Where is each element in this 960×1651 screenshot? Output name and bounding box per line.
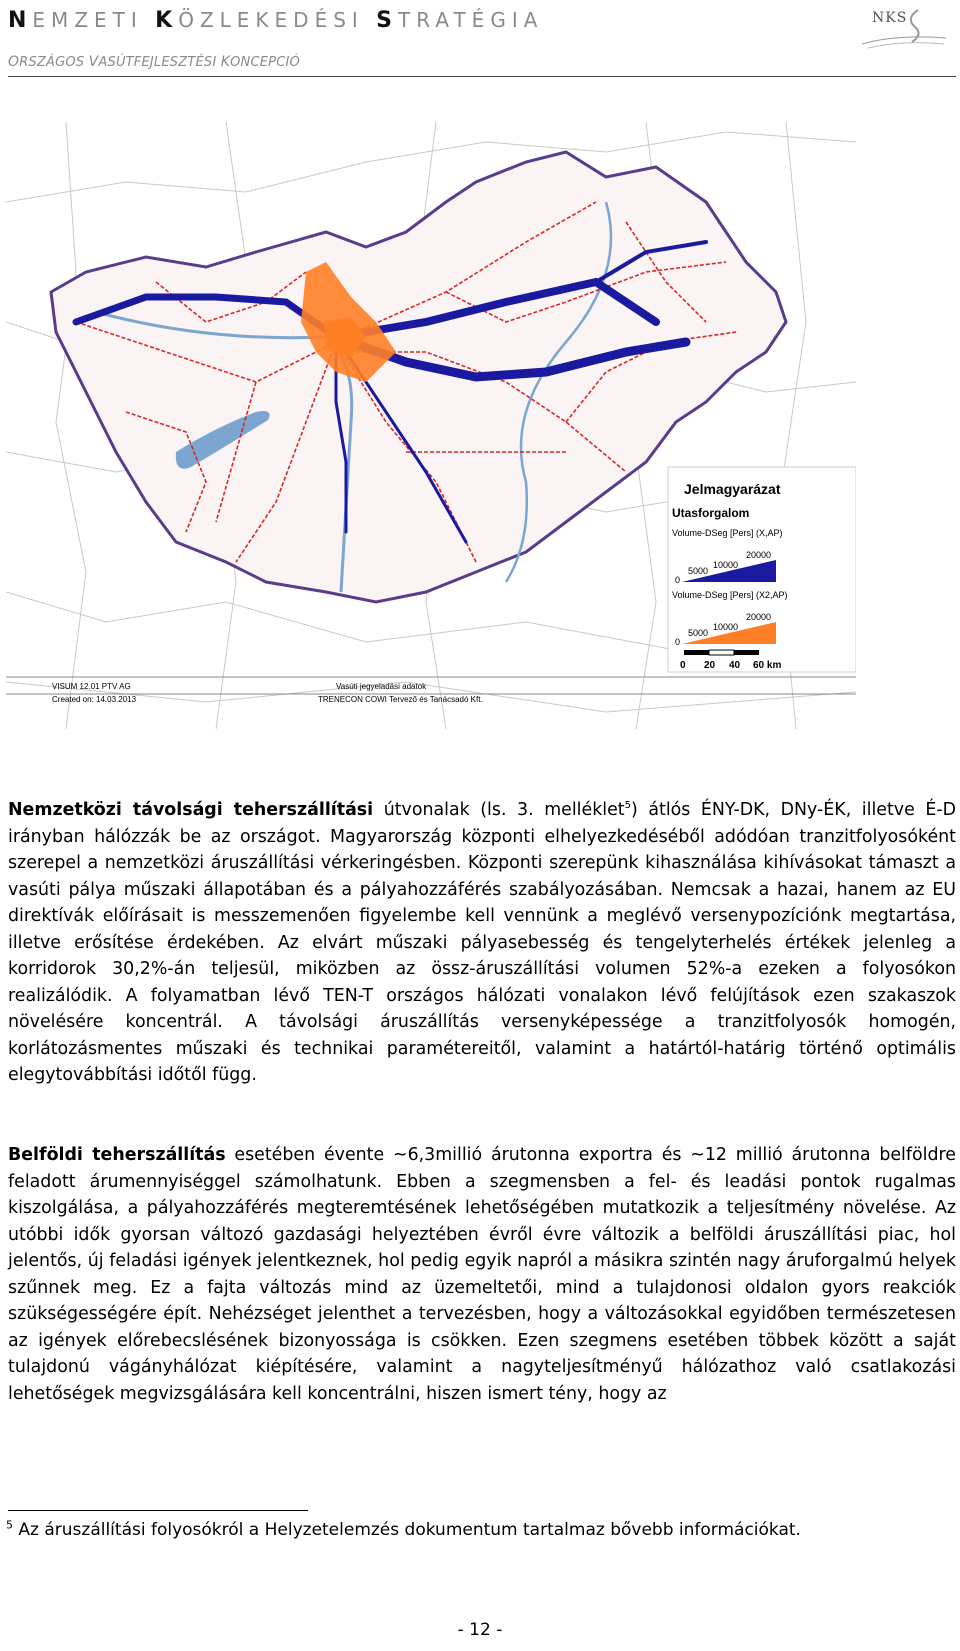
legend-scale2-v1: 5000 xyxy=(688,628,709,638)
footnote-text: Az áruszállítási folyosókról a Helyzetelemzés dokumentum tartalmaz bővebb információkat. xyxy=(13,1520,801,1540)
paragraph2-text: esetében évente ~6,3millió árutonna exportra és ~12 millió árutonna belföldre feladott árumennyiséggel számolhatunk. Ebben a szegmensben a fel- és leadási pontok rugalmas kiszolgálása, a pályahozzáférés megteremtésének lehetőségében mutatkozik a teljesítmény növelése. Az utóbbi idők gyorsan változó gazdasági helyeztében évről évre változik a belföldi áruszállítási piac, hol jelentős, új feladási igények jelentkeznek, hol pedig egyik napról a másikra szintén nagy áruforgalmú helyek szűnnek meg. Ez a fajta változás mind az üzemeltetői, mind a tulajdonosi oldalon gyors reakciók szükségességére épít. Nehézséget jelenthet a tervezésben, hogy a változásokkal egyidőben természetesen az igények előrebecslésének bizonyossága is csökken. Ezen szegmens esetében többek között a saját tulajdonú vágányhálózat kiépítésére, valamint a nagyteljesítményű hálózathoz való csatlakozási lehetőségek megvizsgálására kell koncentrálni, hiszen ismert tény, hogy az xyxy=(8,1145,956,1404)
footnote-reference[interactable]: 5 xyxy=(624,800,631,812)
title-initial-3: S xyxy=(376,8,399,33)
scale-20: 20 xyxy=(704,660,716,671)
map-footer-created: Created on: 14.03.2013 xyxy=(52,695,137,704)
legend-scale1-v2: 10000 xyxy=(713,560,739,570)
paragraph1-text-b: ) átlós ÉNY-DK, DNy-ÉK, illetve É-D irányban hálózzák be az országot. Magyarország központi elhelyezkedéséből adódóan tranzitfolyosóként szerepel a nemzetközi áruszállítási vérkeringésben. Központi szerepünk kihasználása kihívásokat támaszt a vasúti pálya műszaki állapotában és a pályahozzáférés szabályozásában. Nemcsak a hazai, hanem az EU direktívák előírásait is messzemenően figyelembe kell vennünk a meglévő versenypozíciónk megtartása, illetve erősítése érdekében. Az elvárt műszaki pályasebesség és tengelyterhelés értékek jelenleg a korridorok 30,2%-án teljesül, miközben az össz-áruszállítási volumen 52%-a ezeken a folyosókon realizálódik. A folyamatban lévő TEN-T országos hálózati vonalakon lévő felújítások ezen szakaszok növelésére koncentrál. A távolsági áruszállítás versenyképessége a tranzitfolyosók homogén, korlátozásmentes műszaki és technikai paramétereitől, valamint a határtól-határig történő optimális elegytovábbítási időtől függ. xyxy=(8,800,957,1085)
title-word-3: TRATÉGIA xyxy=(398,8,544,32)
subtitle-word-1: RSZÁGOS xyxy=(19,55,85,70)
legend-scale2-v0: 0 xyxy=(675,637,681,647)
paragraph-domestic-freight xyxy=(8,1142,956,1407)
legend-scale1-v3: 20000 xyxy=(746,550,772,560)
railway-traffic-map xyxy=(6,122,856,729)
legend-subtitle: Utasforgalom xyxy=(672,506,750,520)
legend-scale1-v0: 0 xyxy=(675,575,681,585)
scale-bar xyxy=(684,650,759,655)
title-initial-1: N xyxy=(8,8,33,33)
paragraph1-text-a: útvonalak (ls. 3. melléklet xyxy=(373,800,625,820)
subtitle-initial-2: V xyxy=(88,54,99,70)
legend-scale1-v1: 5000 xyxy=(688,566,709,576)
paragraph1-heading: Nemzetközi távolsági teherszállítási xyxy=(8,800,374,820)
legend-title: Jelmagyarázat xyxy=(684,481,781,497)
legend-scale2-v3: 20000 xyxy=(746,612,772,622)
page-number: - 12 - xyxy=(457,1620,503,1640)
header-divider xyxy=(8,76,956,77)
subtitle-initial-1: O xyxy=(8,54,20,70)
map-footer-source: Vasúti jegyeladási adatok xyxy=(336,682,427,691)
legend-scale2-label: Volume-DSeg [Pers] (X2,AP) xyxy=(672,590,788,600)
title-word-1: EMZETI xyxy=(32,8,143,32)
paragraph2-heading: Belföldi teherszállítás xyxy=(8,1145,226,1165)
scale-40: 40 xyxy=(729,660,741,671)
subtitle-word-3: ONCEPCIÓ xyxy=(230,55,300,70)
map-footer-software: VISUM 12.01 PTV AG xyxy=(52,682,131,691)
footnote xyxy=(6,1520,801,1540)
logo-lettering: NKS xyxy=(872,10,908,26)
nks-logo xyxy=(858,4,950,52)
footnote-divider xyxy=(8,1510,308,1511)
scale-0: 0 xyxy=(680,660,686,671)
subtitle-initial-3: K xyxy=(220,54,231,70)
legend-scale1-label: Volume-DSeg [Pers] (X,AP) xyxy=(672,528,783,538)
paragraph-international-freight xyxy=(8,797,956,1089)
title-word-2: ÖZLEKEDÉSI xyxy=(178,8,364,32)
document-series-title xyxy=(8,8,543,33)
document-subtitle xyxy=(8,54,300,70)
subtitle-word-2: ASÚTFEJLESZTÉSI xyxy=(98,55,217,70)
map-footer-author: TRENECON COWI Tervező és Tanácsadó Kft. xyxy=(318,695,483,704)
scale-60: 60 km xyxy=(753,660,782,671)
footnote-number: 5 xyxy=(6,1518,13,1532)
map-legend xyxy=(668,467,856,672)
title-initial-2: K xyxy=(155,8,179,33)
legend-scale2-v2: 10000 xyxy=(713,622,739,632)
